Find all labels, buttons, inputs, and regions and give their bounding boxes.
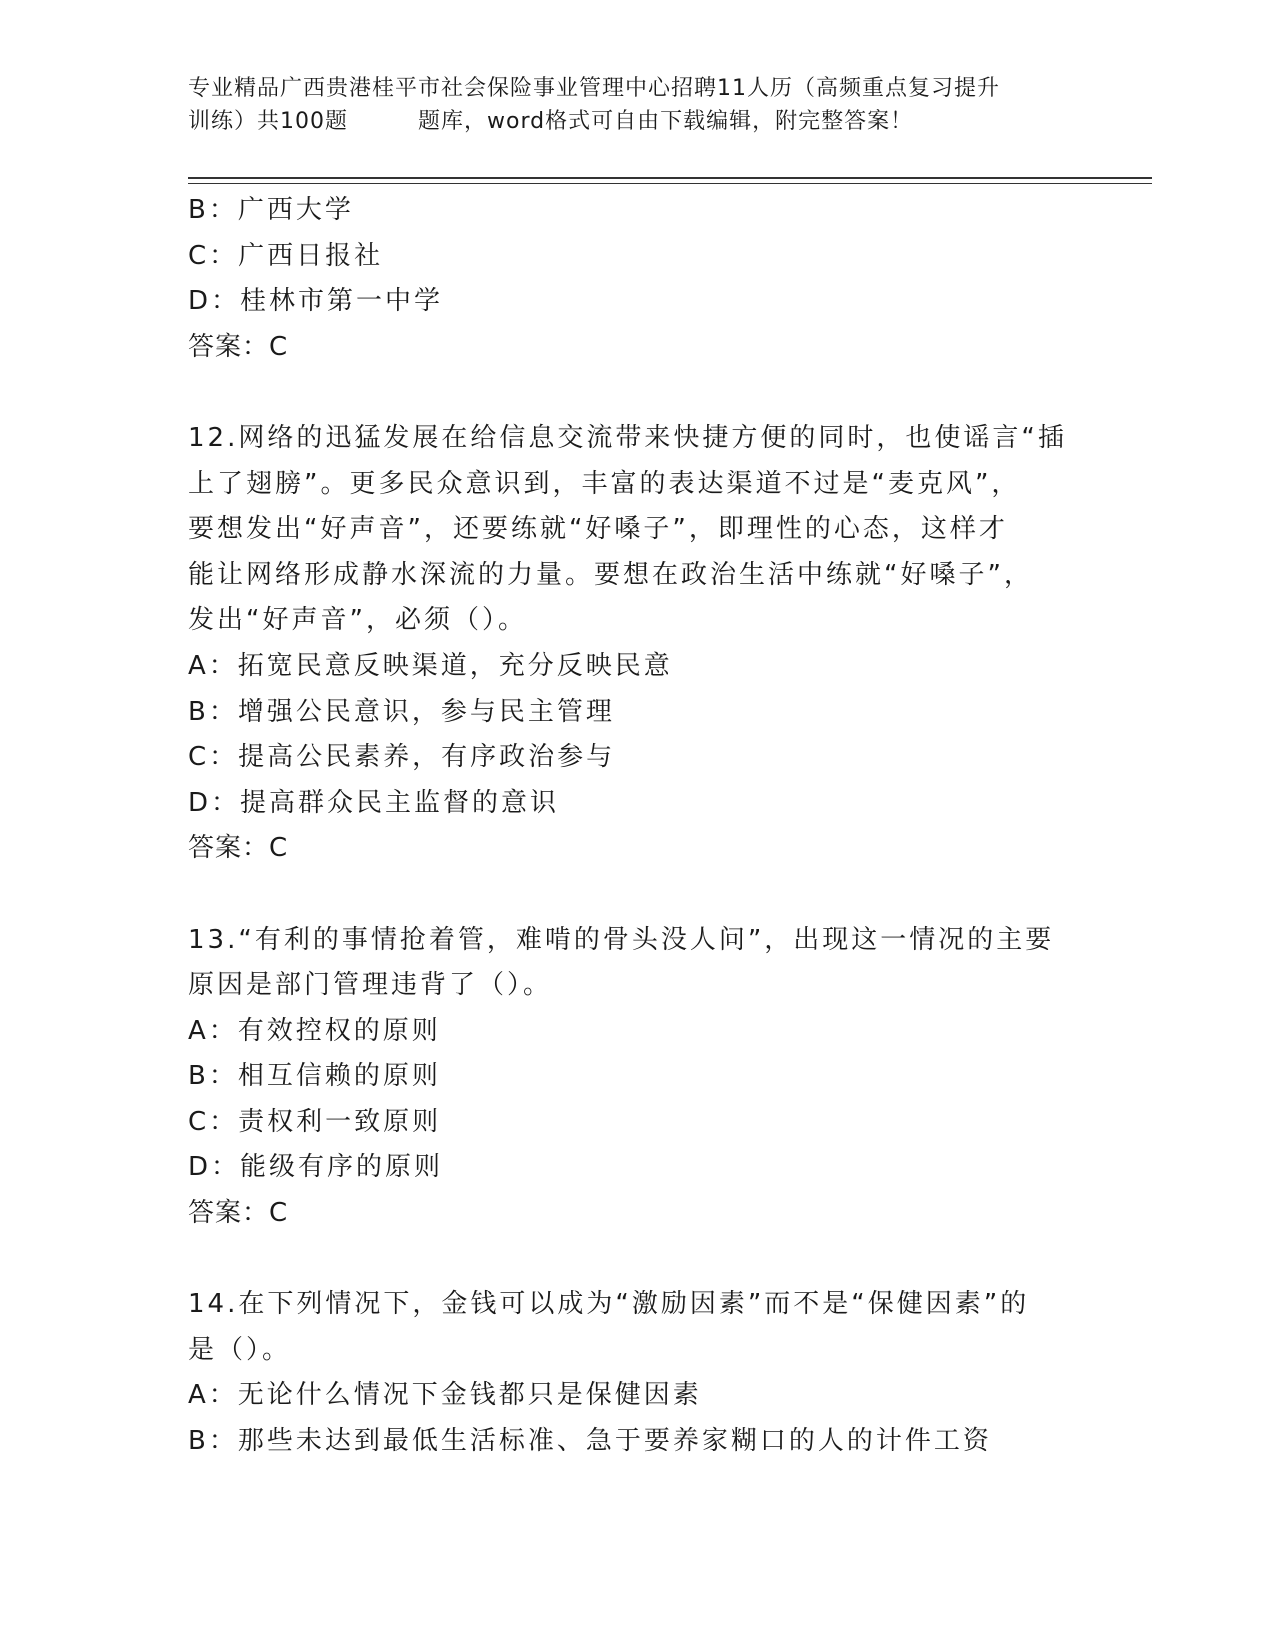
option-c: C：责权利一致原则: [188, 1106, 442, 1137]
answer-line: 答案：C: [188, 833, 289, 864]
option-a: A：无论什么情况下金钱都只是保健因素: [188, 1380, 702, 1411]
question-12: [188, 416, 1088, 872]
page-header: [188, 72, 1068, 138]
option-b: B：广西大学: [188, 195, 354, 225]
question-text-line: 能让网络形成静水深流的力量。要想在政治生活中练就“好嗓子”，: [188, 559, 1033, 590]
option-b: B：那些未达到最低生活标准、急于要养家糊口的人的计件工资: [188, 1426, 992, 1457]
question-text-line: 13.“有利的事情抢着管，难啃的骨头没人问”，出现这一情况的主要: [188, 924, 1055, 955]
option-c: C：广西日报社: [188, 240, 384, 271]
option-a: A：拓宽民意反映渠道，充分反映民意: [188, 650, 673, 681]
question-11-tail: [188, 188, 1088, 370]
question-text-line: 12.网络的迅猛发展在给信息交流带来快捷方便的同时，也使谣言“插: [188, 422, 1067, 453]
question-text-line: 是（）。: [188, 1334, 292, 1365]
question-14: [188, 1282, 1088, 1464]
option-b: B：增强公民意识，参与民主管理: [188, 696, 615, 727]
option-d: D：提高群众民主监督的意识: [188, 787, 560, 818]
answer-line: 答案：C: [188, 331, 289, 362]
option-a: A：有效控权的原则: [188, 1015, 441, 1046]
question-text-line: 14.在下列情况下，金钱可以成为“激励因素”而不是“保健因素”的: [188, 1289, 1030, 1320]
option-d: D：能级有序的原则: [188, 1152, 444, 1183]
question-text-line: 要想发出“好声音”，还要练就“好嗓子”，即理性的心态，这样才: [188, 514, 1008, 545]
question-13: [188, 918, 1088, 1237]
option-d: D：桂林市第一中学: [188, 286, 444, 317]
header-line-2-left: 训练）共100题: [188, 109, 348, 134]
answer-line: 答案：C: [188, 1198, 289, 1229]
question-text-line: 原因是部门管理违背了（）。: [188, 970, 553, 1001]
header-line-2-right: 题库，word格式可自由下载编辑，附完整答案！: [418, 109, 914, 134]
document-body: [188, 188, 1088, 1465]
option-b: B：相互信赖的原则: [188, 1061, 441, 1092]
question-text-line: 发出“好声音”，必须（）。: [188, 605, 527, 636]
option-c: C：提高公民素养，有序政治参与: [188, 742, 616, 773]
header-line-1: 专业精品广西贵港桂平市社会保险事业管理中心招聘11人历（高频重点复习提升: [188, 76, 1000, 101]
header-divider-thick: [188, 177, 1152, 179]
header-line-2: [188, 105, 1068, 138]
header-divider-thin: [188, 183, 1152, 184]
question-text-line: 上了翅膀”。更多民众意识到，丰富的表达渠道不过是“麦克风”，: [188, 468, 1021, 499]
